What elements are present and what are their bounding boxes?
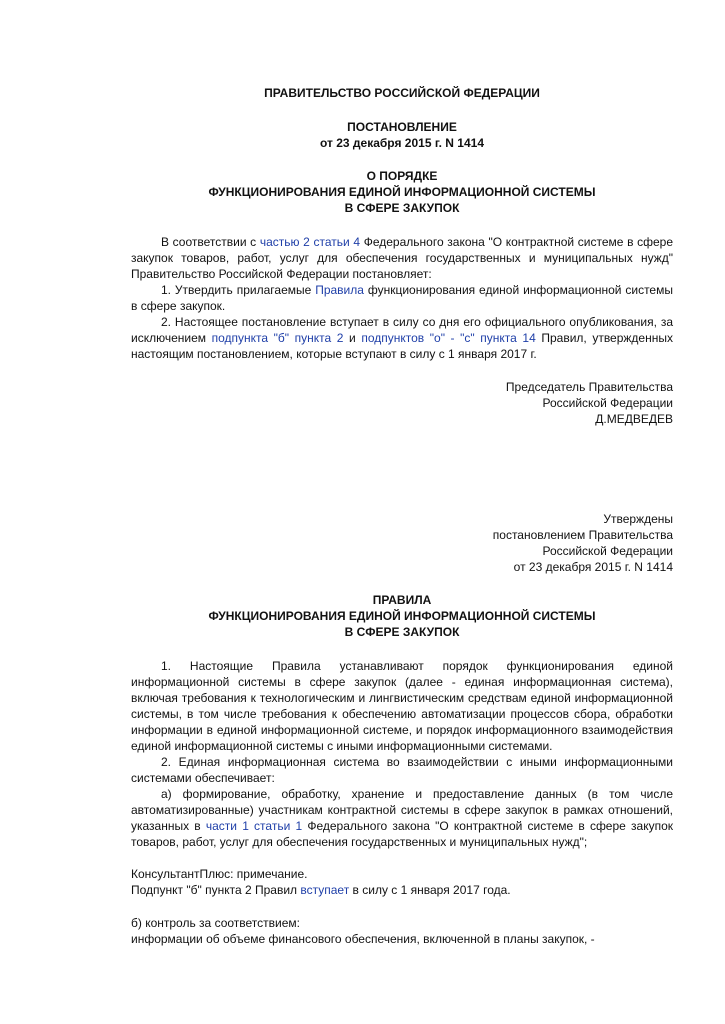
government-heading: ПРАВИТЕЛЬСТВО РОССИЙСКОЙ ФЕДЕРАЦИИ bbox=[264, 86, 540, 100]
item-2-text: 2. Настоящее постановление вступает в силу со дня его официального опубликования, за исключением bbox=[131, 315, 673, 345]
doc-type-heading: ПОСТАНОВЛЕНИЕ bbox=[347, 120, 457, 134]
note-text-end: в силу с 1 января 2017 года. bbox=[349, 883, 511, 897]
preamble-text: В соответствии с bbox=[161, 235, 260, 249]
signature-line-2: Российской Федерации bbox=[542, 396, 673, 410]
signature-name: Д.МЕДВЕДЕВ bbox=[595, 412, 673, 426]
approved-line-3: Российской Федерации bbox=[542, 544, 673, 558]
subpoints-o-s-link[interactable]: подпунктов "о" - "с" пункта 14 bbox=[361, 331, 536, 345]
note-text bbox=[131, 882, 673, 898]
rules-title-line-1: ПРАВИЛА bbox=[372, 593, 432, 607]
enters-into-force-link[interactable]: вступает bbox=[300, 883, 350, 897]
note-text-start: Подпункт "б" пункта 2 Правил bbox=[131, 883, 301, 897]
approved-line-4: от 23 декабря 2015 г. N 1414 bbox=[513, 560, 673, 574]
rules-point-2b-text: информации об объеме финансового обеспечения, включенной в планы закупок, - bbox=[131, 932, 595, 946]
law-link-part2-art4[interactable]: частью 2 статьи 4 bbox=[259, 235, 361, 249]
rules-point-1: 1. Настоящие Правила устанавливают порядок функционирования единой информационной системы в сфере закупок (далее - единая информационная система), включая требования к технологическим и лингвистическим средствам единой информационной системы, в том числе требования к обеспечению автоматизации процессов сбора, обработки информации в единой информационной системе, и порядок информационного взаимодействия единой информационной системы с иными информационными системами. bbox=[131, 659, 673, 753]
rules-title-line-2: ФУНКЦИОНИРОВАНИЯ ЕДИНОЙ ИНФОРМАЦИОННОЙ СИСТЕМЫ bbox=[208, 609, 596, 623]
doc-date-heading: от 23 декабря 2015 г. N 1414 bbox=[319, 136, 484, 150]
item-2-text-cont: Правил, утвержденных настоящим постановлением, которые вступают в силу с 1 января 2017 г. bbox=[131, 331, 673, 361]
signature-line-1: Председатель Правительства bbox=[505, 380, 673, 394]
item-1-text: 1. Утвердить прилагаемые bbox=[161, 283, 316, 297]
rules-point-2: 2. Единая информационная система во взаимодействии с иными информационными системами обеспечивает: bbox=[131, 755, 673, 785]
subpoint-b-link[interactable]: подпункта "б" пункта 2 bbox=[211, 331, 344, 345]
item-1-paragraph bbox=[131, 282, 673, 314]
rules-title-line-3: В СФЕРЕ ЗАКУПОК bbox=[344, 625, 460, 639]
note-heading: КонсультантПлюс: примечание. bbox=[131, 867, 308, 881]
title-line-1: О ПОРЯДКЕ bbox=[366, 169, 438, 183]
item-2-text-and: и bbox=[343, 331, 362, 345]
item-2-paragraph bbox=[131, 314, 673, 362]
rules-point-2a bbox=[131, 786, 673, 850]
rules-link[interactable]: Правила bbox=[315, 283, 364, 297]
part1-art1-link[interactable]: части 1 статьи 1 bbox=[205, 819, 303, 833]
approved-line-1: Утверждены bbox=[603, 512, 673, 526]
rules-point-2a-text-cont: Федерального закона "О контрактной системе в сфере закупок товаров, работ, услуг для обеспечения государственных и муниципальных нужд"; bbox=[131, 819, 674, 849]
title-line-2: ФУНКЦИОНИРОВАНИЯ ЕДИНОЙ ИНФОРМАЦИОННОЙ СИСТЕМЫ bbox=[208, 185, 596, 199]
preamble-text-cont: Федерального закона "О контрактной системе в сфере закупок товаров, работ, услуг для обеспечения государственных и муниципальных нужд" Правительство Российской Федерации постановляет: bbox=[131, 235, 674, 281]
rules-point-2b: б) контроль за соответствием: bbox=[131, 916, 300, 930]
preamble-paragraph bbox=[131, 234, 673, 282]
approved-line-2: постановлением Правительства bbox=[492, 528, 673, 542]
title-line-3: В СФЕРЕ ЗАКУПОК bbox=[344, 201, 460, 215]
rules-point-2a-text: а) формирование, обработку, хранение и предоставление данных (в том числе автоматизированные) участникам контрактной системы в сфере закупок в рамках отношений, указанных в bbox=[131, 787, 673, 833]
item-1-text-cont: функционирования единой информационной системы в сфере закупок. bbox=[131, 283, 673, 313]
